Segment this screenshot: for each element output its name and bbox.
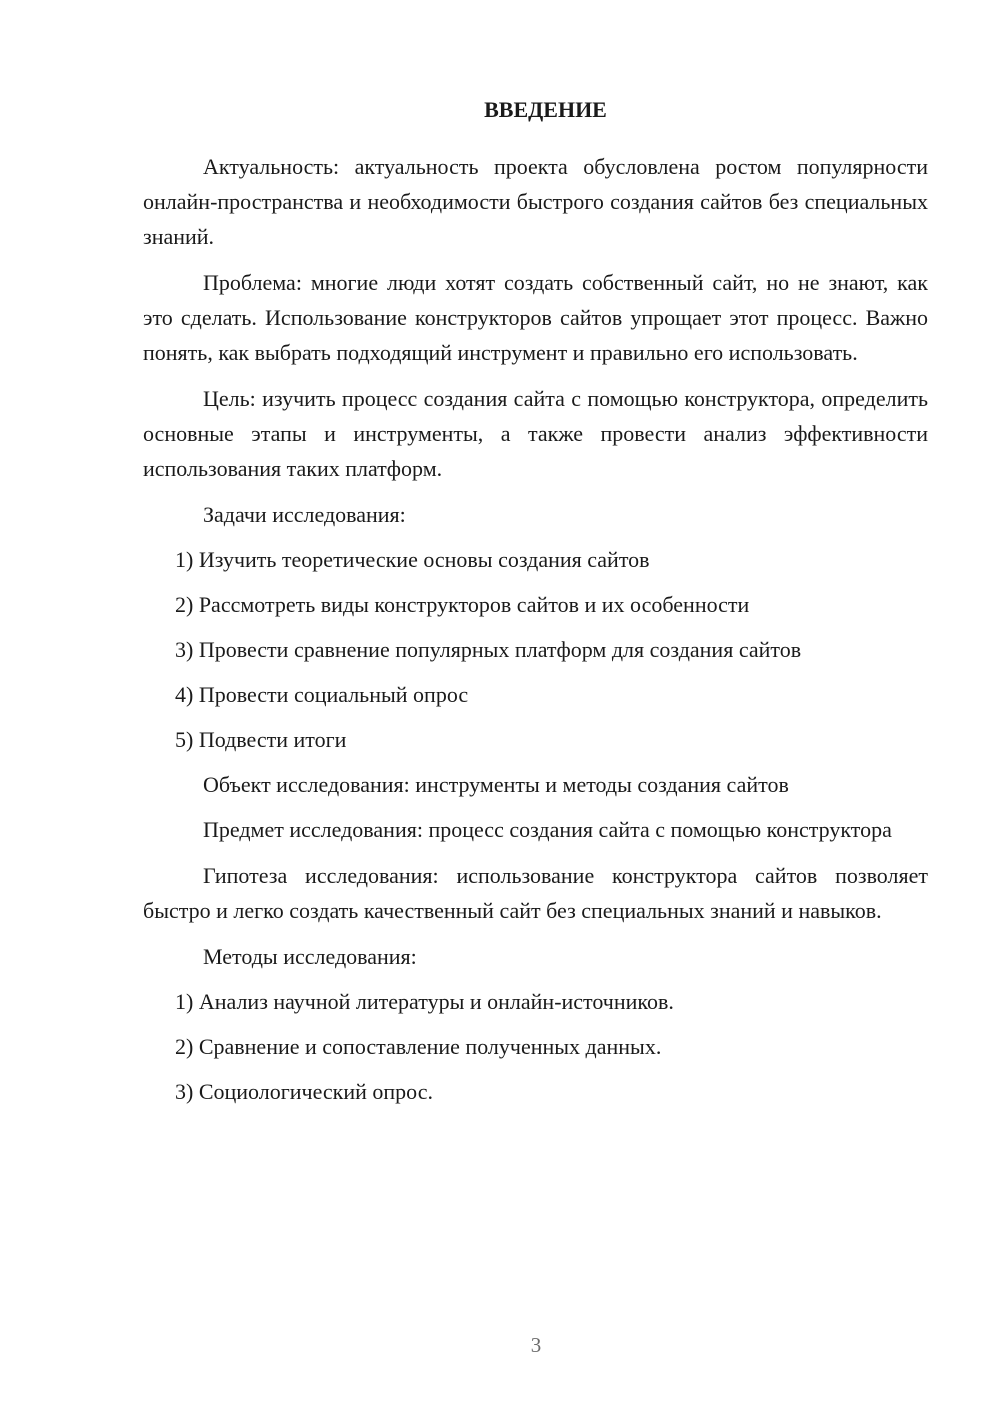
problem-paragraph: Проблема: многие люди хотят создать собственный сайт, но не знают, как это сделать. Использование конструкторов сайтов упрощает этот процесс. Важно понять, как выбрать подходящий инструмент и правильно его использовать. — [143, 270, 928, 365]
method-item: 3) Социологический опрос. — [175, 1079, 433, 1104]
task-item: 3) Провести сравнение популярных платформ для создания сайтов — [175, 637, 802, 662]
section-title: ВВЕДЕНИЕ — [484, 97, 607, 122]
page-number: 3 — [530, 1333, 542, 1357]
document-body — [143, 92, 928, 1119]
task-item: 4) Провести социальный опрос — [175, 682, 469, 707]
object-paragraph: Объект исследования: инструменты и методы создания сайтов — [203, 772, 789, 797]
task-item: 5) Подвести итоги — [175, 727, 347, 752]
goal-paragraph: Цель: изучить процесс создания сайта с помощью конструктора, определить основные этапы и инструменты, а также провести анализ эффективности использования таких платформ. — [143, 386, 928, 481]
hypothesis-paragraph: Гипотеза исследования: использование конструктора сайтов позволяет быстро и легко создать качественный сайт без специальных знаний и навыков. — [143, 863, 928, 923]
methods-heading: Методы исследования: — [203, 944, 417, 969]
relevance-paragraph: Актуальность: актуальность проекта обусловлена ростом популярности онлайн-пространства и необходимости быстрого создания сайтов без специальных знаний. — [143, 154, 928, 249]
method-item: 1) Анализ научной литературы и онлайн-источников. — [175, 989, 674, 1014]
task-item: 2) Рассмотреть виды конструкторов сайтов и их особенности — [175, 592, 750, 617]
method-item: 2) Сравнение и сопоставление полученных данных. — [175, 1034, 662, 1059]
task-item: 1) Изучить теоретические основы создания сайтов — [175, 547, 650, 572]
tasks-heading: Задачи исследования: — [203, 502, 406, 527]
subject-paragraph: Предмет исследования: процесс создания сайта с помощью конструктора — [203, 817, 892, 842]
